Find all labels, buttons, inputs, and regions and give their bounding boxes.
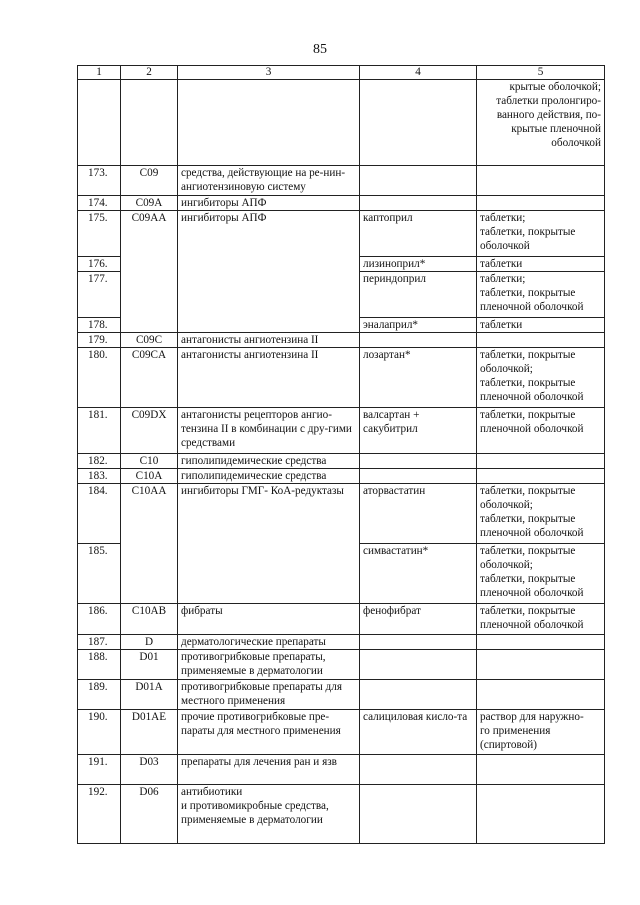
drug-name — [360, 650, 477, 680]
table-row — [78, 166, 605, 196]
dosage-form: таблетки, покрытые оболочкой; таблетки, покрытые пленочной оболочкой — [477, 484, 605, 544]
row-number: 182. — [78, 454, 121, 469]
drug-name: фенофибрат — [360, 604, 477, 635]
row-number: 192. — [78, 785, 121, 844]
row-number — [78, 80, 121, 166]
group-name: средства, действующие на ре-нин-ангиотензиновую систему — [178, 166, 360, 196]
table-row — [78, 408, 605, 454]
dosage-form — [477, 635, 605, 650]
dosage-form: таблетки — [477, 318, 605, 333]
row-number: 175. — [78, 211, 121, 257]
group-name: гиполипидемические средства — [178, 454, 360, 469]
atc-code: C09C — [121, 333, 178, 348]
group-name: антагонисты ангиотензина II — [178, 333, 360, 348]
column-header: 1 — [78, 66, 121, 80]
atc-code: C10AA — [121, 484, 178, 604]
drug-name: эналаприл* — [360, 318, 477, 333]
group-name: фибраты — [178, 604, 360, 635]
dosage-form: таблетки, покрытые пленочной оболочкой — [477, 604, 605, 635]
table-row — [78, 211, 605, 257]
group-name: антагонисты ангиотензина II — [178, 348, 360, 408]
dosage-form: раствор для наружно- го применения (спиртовой) — [477, 710, 605, 755]
row-number: 190. — [78, 710, 121, 755]
group-name: дерматологические препараты — [178, 635, 360, 650]
group-name: ингибиторы АПФ — [178, 196, 360, 211]
atc-code — [121, 80, 178, 166]
table-row — [78, 348, 605, 408]
row-number: 177. — [78, 272, 121, 318]
row-number: 186. — [78, 604, 121, 635]
group-name: ингибиторы АПФ — [178, 211, 360, 333]
table-row — [78, 604, 605, 635]
drug-name: салициловая кисло-та — [360, 710, 477, 755]
row-number: 184. — [78, 484, 121, 544]
drug-list-table — [77, 65, 605, 844]
table-row — [78, 635, 605, 650]
row-number: 178. — [78, 318, 121, 333]
atc-code: C09DX — [121, 408, 178, 454]
drug-name: каптоприл — [360, 211, 477, 257]
atc-code: C10AB — [121, 604, 178, 635]
drug-name — [360, 80, 477, 166]
atc-code: D06 — [121, 785, 178, 844]
atc-code: D03 — [121, 755, 178, 785]
dosage-form — [477, 333, 605, 348]
dosage-form: крытые оболочкой; таблетки пролонгиро- ванного действия, по- крытые пленочной оболочкой — [477, 80, 605, 166]
drug-name — [360, 755, 477, 785]
table-row — [78, 196, 605, 211]
page-number: 85 — [313, 42, 327, 57]
drug-name — [360, 166, 477, 196]
table-row — [78, 785, 605, 844]
drug-name — [360, 680, 477, 710]
atc-code: C09A — [121, 196, 178, 211]
column-header: 4 — [360, 66, 477, 80]
row-number: 191. — [78, 755, 121, 785]
drug-name — [360, 785, 477, 844]
dosage-form — [477, 469, 605, 484]
row-number: 188. — [78, 650, 121, 680]
atc-code: C10A — [121, 469, 178, 484]
dosage-form: таблетки; таблетки, покрытые пленочной оболочкой — [477, 272, 605, 318]
row-number: 185. — [78, 544, 121, 604]
atc-code: C09CA — [121, 348, 178, 408]
row-number: 187. — [78, 635, 121, 650]
row-number: 179. — [78, 333, 121, 348]
drug-name — [360, 454, 477, 469]
table-row — [78, 454, 605, 469]
row-number: 174. — [78, 196, 121, 211]
table-row — [78, 755, 605, 785]
row-number: 181. — [78, 408, 121, 454]
group-name — [178, 80, 360, 166]
dosage-form: таблетки — [477, 257, 605, 272]
atc-code: D01A — [121, 680, 178, 710]
dosage-form: таблетки, покрытые оболочкой; таблетки, покрытые пленочной оболочкой — [477, 348, 605, 408]
dosage-form: таблетки, покрытые пленочной оболочкой — [477, 408, 605, 454]
table-header-row — [78, 66, 605, 80]
atc-code: D01AE — [121, 710, 178, 755]
table-row — [78, 680, 605, 710]
column-header: 2 — [121, 66, 178, 80]
dosage-form — [477, 680, 605, 710]
table-row — [78, 333, 605, 348]
dosage-form: таблетки, покрытые оболочкой; таблетки, покрытые пленочной оболочкой — [477, 544, 605, 604]
atc-code: C10 — [121, 454, 178, 469]
table-row — [78, 469, 605, 484]
dosage-form — [477, 755, 605, 785]
atc-code: C09 — [121, 166, 178, 196]
drug-name: симвастатин* — [360, 544, 477, 604]
drug-name: лозартан* — [360, 348, 477, 408]
group-name: гиполипидемические средства — [178, 469, 360, 484]
atc-code: D01 — [121, 650, 178, 680]
row-number: 180. — [78, 348, 121, 408]
row-number: 176. — [78, 257, 121, 272]
dosage-form — [477, 785, 605, 844]
drug-name: аторвастатин — [360, 484, 477, 544]
drug-name — [360, 196, 477, 211]
dosage-form — [477, 196, 605, 211]
atc-code: C09AA — [121, 211, 178, 333]
column-header: 3 — [178, 66, 360, 80]
dosage-form: таблетки; таблетки, покрытые оболочкой — [477, 211, 605, 257]
drug-name — [360, 333, 477, 348]
row-number: 173. — [78, 166, 121, 196]
row-number: 189. — [78, 680, 121, 710]
dosage-form — [477, 650, 605, 680]
atc-code: D — [121, 635, 178, 650]
drug-name: периндоприл — [360, 272, 477, 318]
drug-name: валсартан + сакубитрил — [360, 408, 477, 454]
group-name: прочие противогрибковые пре-параты для местного применения — [178, 710, 360, 755]
group-name: препараты для лечения ран и язв — [178, 755, 360, 785]
group-name: ингибиторы ГМГ- КоА-редуктазы — [178, 484, 360, 604]
group-name: противогрибковые препараты, применяемые в дерматологии — [178, 650, 360, 680]
dosage-form — [477, 166, 605, 196]
table-row — [78, 80, 605, 166]
drug-name: лизиноприл* — [360, 257, 477, 272]
drug-name — [360, 635, 477, 650]
group-name: антибиотики и противомикробные средства, применяемые в дерматологии — [178, 785, 360, 844]
table-row — [78, 710, 605, 755]
group-name: противогрибковые препараты для местного применения — [178, 680, 360, 710]
table-row — [78, 484, 605, 544]
group-name: антагонисты рецепторов ангио-тензина II в комбинации с дру-гими средствами — [178, 408, 360, 454]
drug-name — [360, 469, 477, 484]
row-number: 183. — [78, 469, 121, 484]
dosage-form — [477, 454, 605, 469]
column-header: 5 — [477, 66, 605, 80]
table-row — [78, 650, 605, 680]
